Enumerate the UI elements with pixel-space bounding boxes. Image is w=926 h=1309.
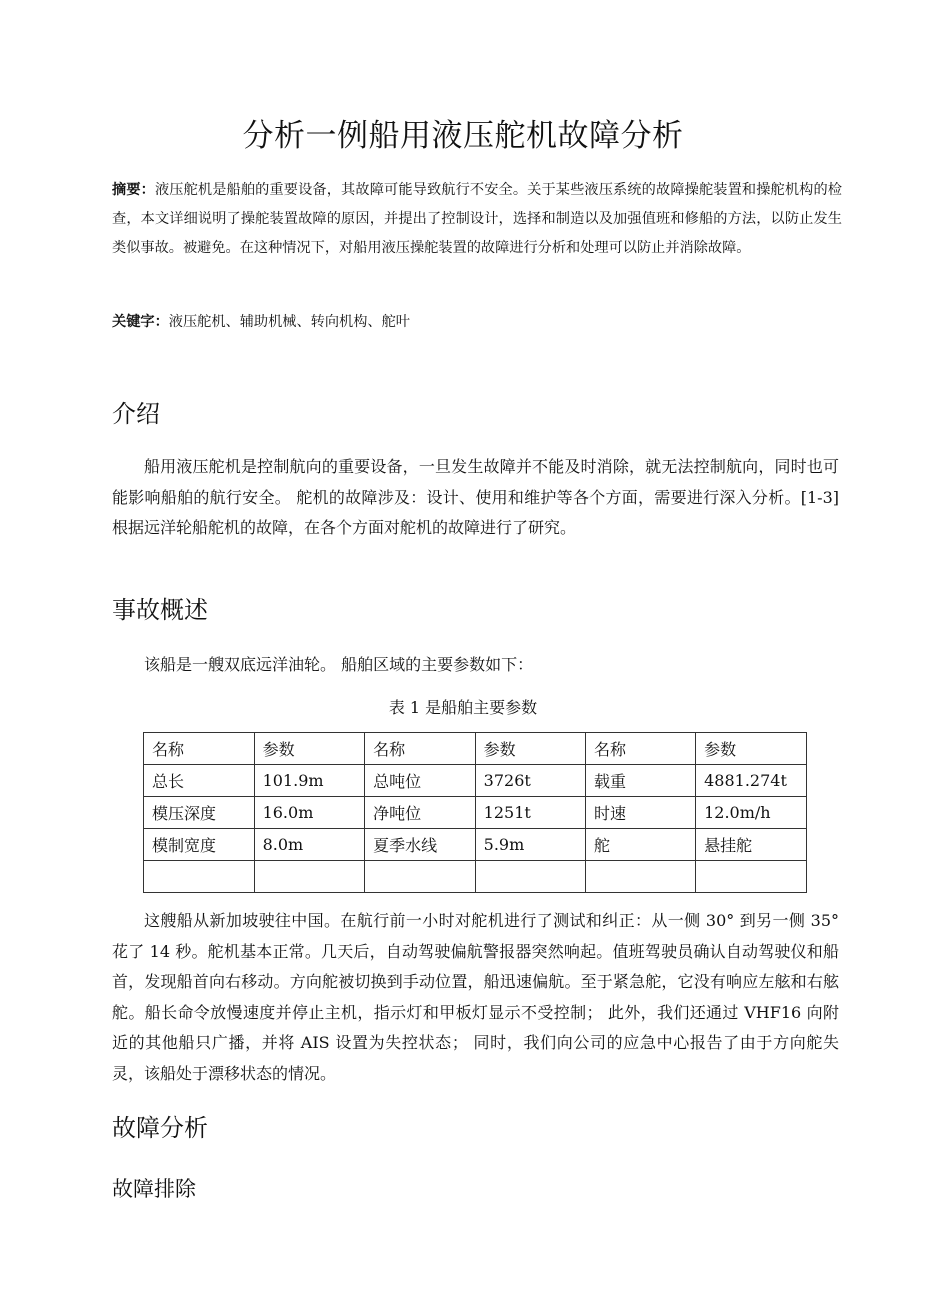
table-cell-value [254, 861, 365, 893]
section-heading-intro: 介绍 [112, 400, 160, 428]
table-cell-name: 名称 [365, 733, 476, 765]
abstract [112, 176, 842, 263]
overview-paragraph-1: 该船是一艘双底远洋油轮。 船舶区域的主要参数如下： [144, 655, 534, 674]
table-cell-name [144, 861, 255, 893]
keywords-label: 关键字： [112, 314, 169, 330]
keywords-text: 液压舵机、辅助机械、转向机构、舵叶 [168, 314, 410, 330]
table-cell-value: 8.0m [254, 829, 365, 861]
table-cell-value: 参数 [475, 733, 585, 765]
table-cell-name: 舵 [585, 829, 695, 861]
table-cell-value: 4881.274t [696, 765, 807, 797]
table-cell-value: 参数 [696, 733, 807, 765]
table-cell-value: 悬挂舵 [696, 829, 807, 861]
table-cell-name: 名称 [144, 733, 255, 765]
section-heading-fault-analysis: 故障分析 [112, 1114, 208, 1142]
table-cell-name: 时速 [585, 797, 695, 829]
table-row [144, 797, 807, 829]
table-cell-name: 模制宽度 [144, 829, 255, 861]
overview-paragraph-2: 这艘船从新加坡驶往中国。在航行前一小时对舵机进行了测试和纠正：从一侧 30° 到另一侧 35° 花了 14 秒。舵机基本正常。几天后，自动驾驶偏航警报器突然响起。值班驾驶员确认自动驾驶仪和船首，发现船首向右移动。方向舵被切换到手动位置，船迅速偏航。至于紧急舵，它没有响应左舷和右舷舵。船长命令放慢速度并停止主机，指示灯和甲板灯显示不受控制； 此外，我们还通过 VHF16 向附近的其他船只广播，并将 AIS 设置为失控状态； 同时，我们向公司的应急中心报告了由于方向舵失灵，该船处于漂移状态的情况。 [112, 911, 839, 1083]
intro-paragraph: 船用液压舵机是控制航向的重要设备，一旦发生故障并不能及时消除，就无法控制航向，同时也可能影响船舶的航行安全。 舵机的故障涉及：设计、使用和维护等各个方面，需要进行深入分析。[1-3]根据远洋轮船舵机的故障，在各个方面对舵机的故障进行了研究。 [112, 457, 839, 537]
table-header-row [144, 733, 807, 765]
subsection-heading-troubleshooting: 故障排除 [112, 1177, 196, 1201]
table-row [144, 829, 807, 861]
table-cell-value: 参数 [254, 733, 365, 765]
table-cell-value: 5.9m [475, 829, 585, 861]
table-cell-value: 101.9m [254, 765, 365, 797]
abstract-text: 液压舵机是船舶的重要设备，其故障可能导致航行不安全。关于某些液压系统的故障操舵装置和操舵机构的检查，本文详细说明了操舵装置故障的原因，并提出了控制设计，选择和制造以及加强值班和修船的方法，以防止发生类似事故。被避免。在这种情况下，对船用液压操舵装置的故障进行分析和处理可以防止并消除故障。 [112, 182, 842, 256]
table-caption: 表 1 是船舶主要参数 [388, 698, 538, 717]
table-cell-value: 1251t [475, 797, 585, 829]
document-title: 分析一例船用液压舵机故障分析 [242, 118, 684, 154]
table-cell-value: 3726t [475, 765, 585, 797]
abstract-label: 摘要： [112, 182, 155, 198]
table-cell-value: 12.0m/h [696, 797, 807, 829]
table-cell-name: 名称 [585, 733, 695, 765]
table-cell-name [365, 861, 476, 893]
table-cell-value [696, 861, 807, 893]
table-cell-name: 夏季水线 [365, 829, 476, 861]
table-cell-name: 总吨位 [365, 765, 476, 797]
table-cell-value: 16.0m [254, 797, 365, 829]
table-cell-name: 载重 [585, 765, 695, 797]
table-cell-name: 模压深度 [144, 797, 255, 829]
section-heading-overview: 事故概述 [112, 596, 208, 624]
table-row [144, 861, 807, 893]
table-row [144, 765, 807, 797]
table-cell-name: 净吨位 [365, 797, 476, 829]
table-cell-value [475, 861, 585, 893]
table-cell-name [585, 861, 695, 893]
ship-parameters-table [143, 732, 807, 893]
table-cell-name: 总长 [144, 765, 255, 797]
keywords [112, 308, 842, 337]
